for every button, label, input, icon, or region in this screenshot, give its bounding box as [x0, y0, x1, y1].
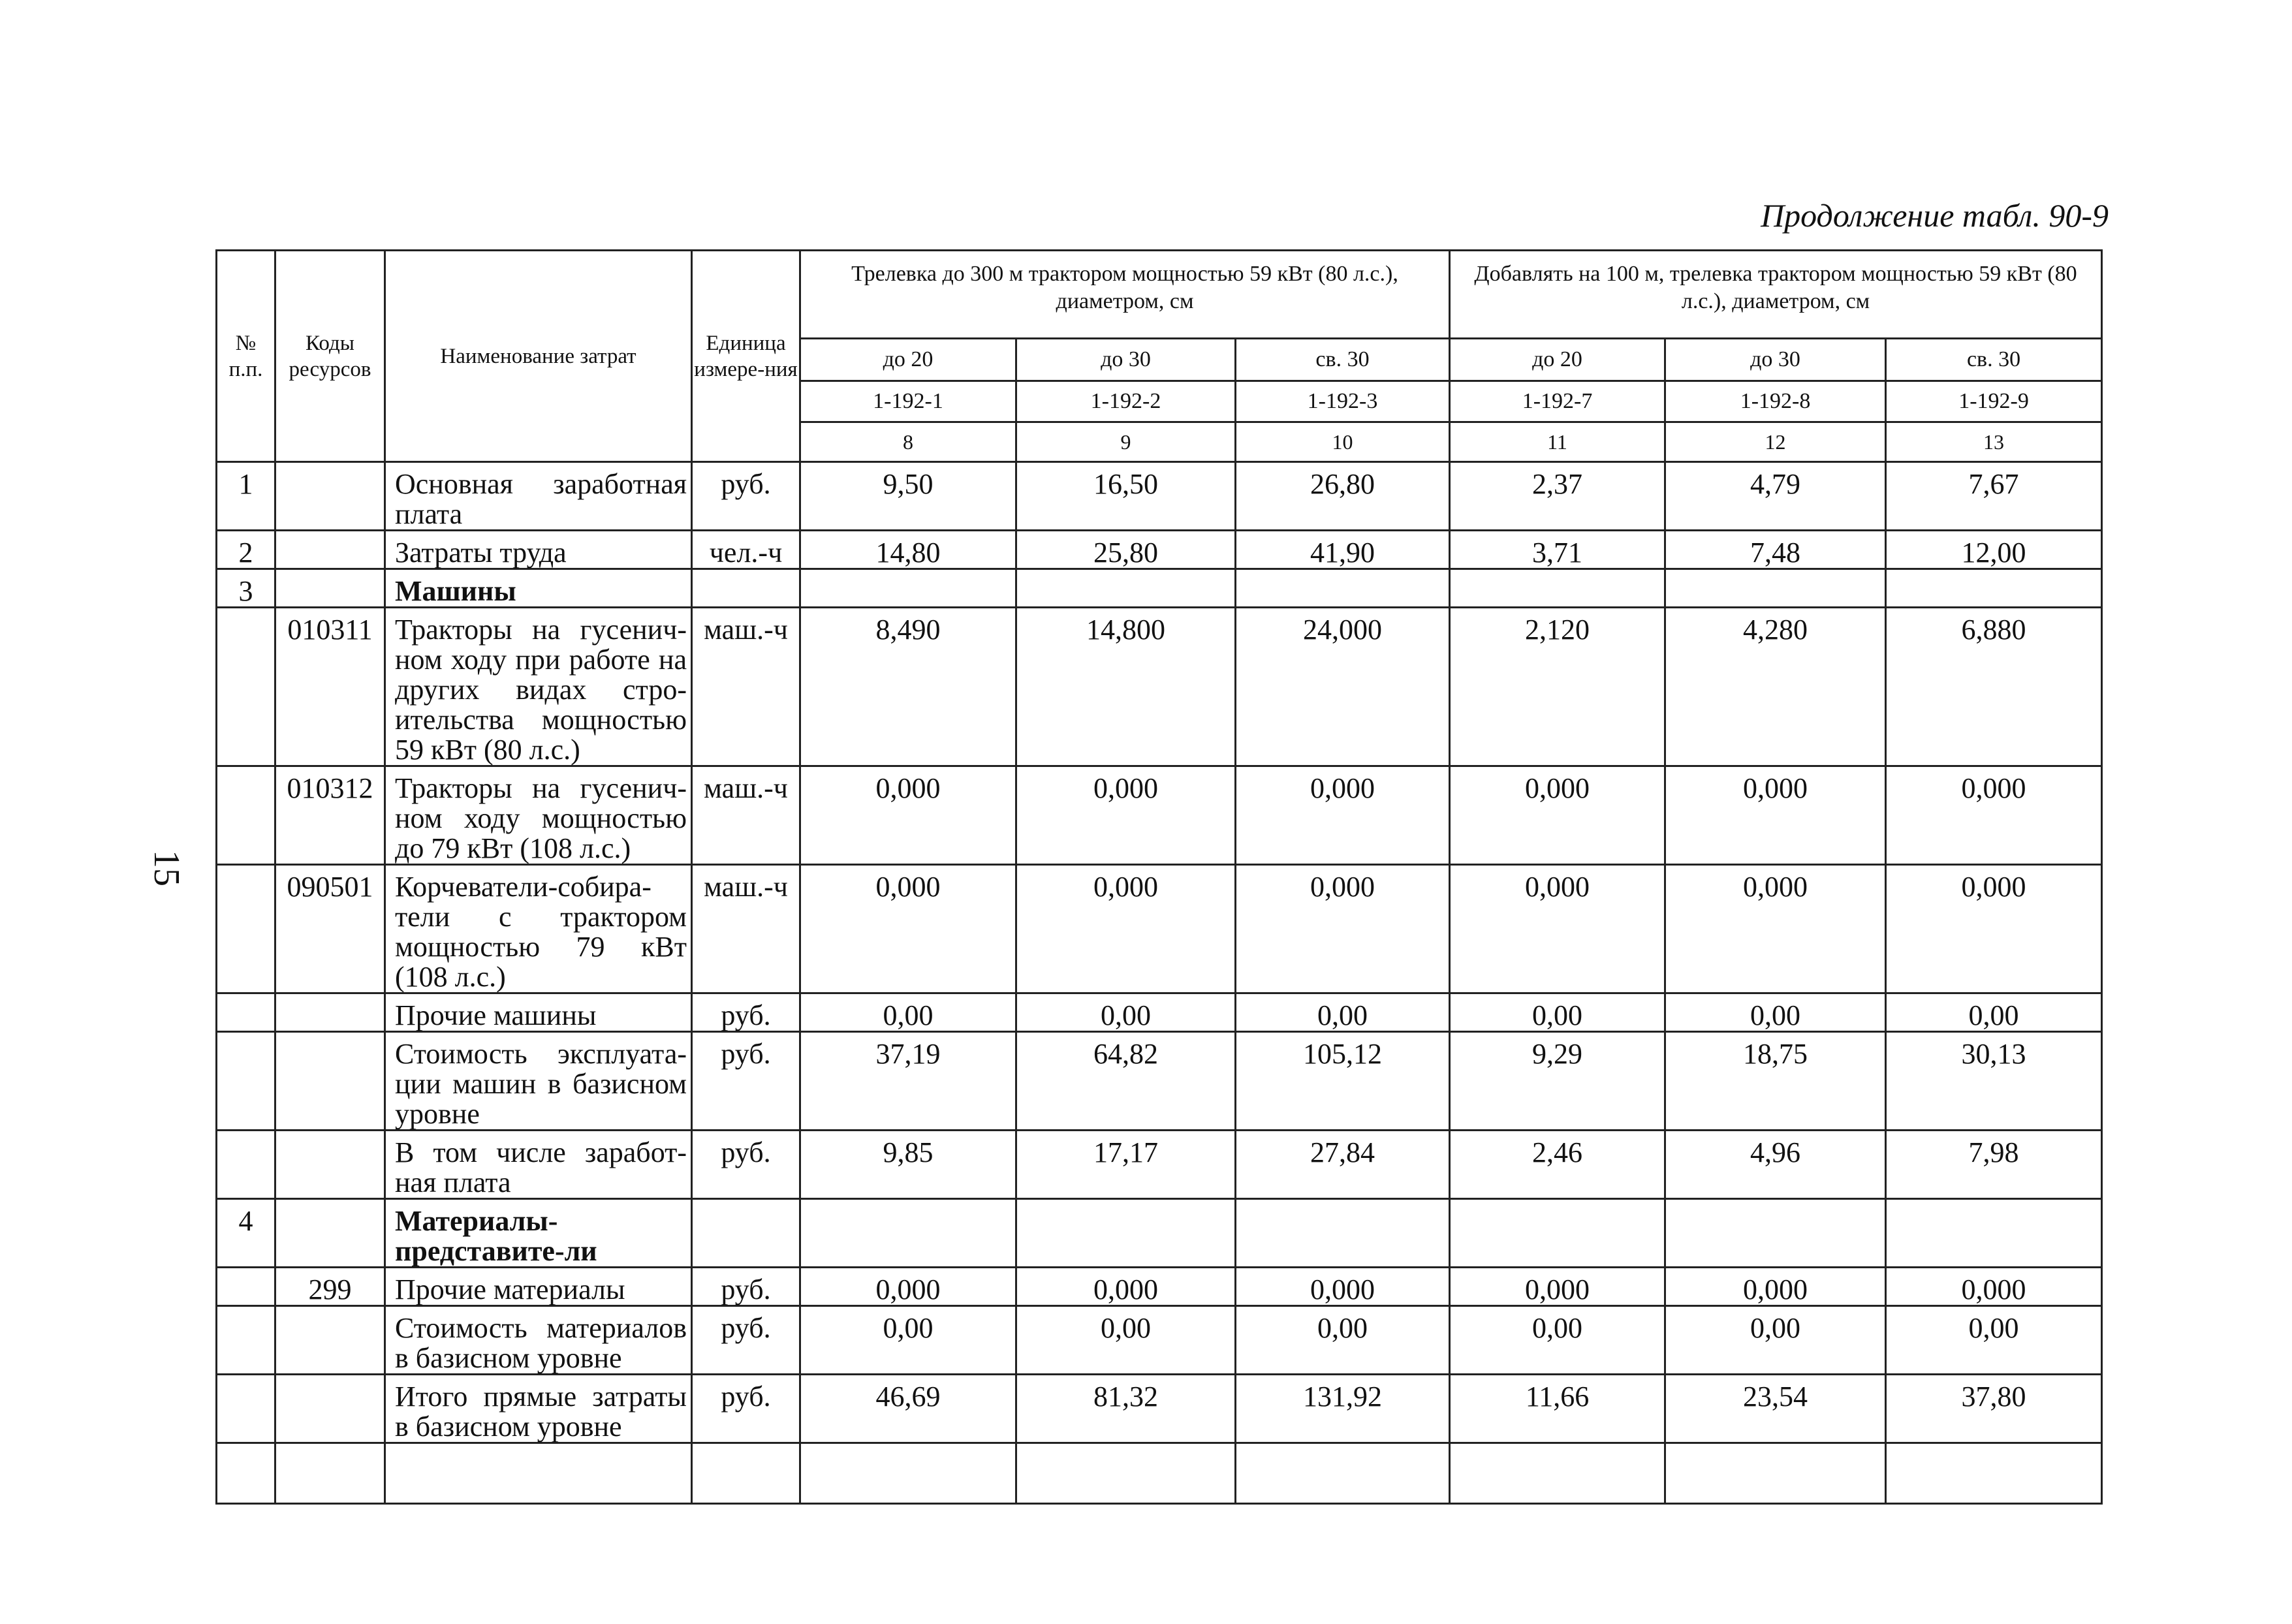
- value-cell: 9,50: [800, 462, 1016, 531]
- empty-cell: [275, 1443, 385, 1504]
- resource-code: [275, 1131, 385, 1199]
- value-cell: 0,000: [1665, 766, 1886, 865]
- header-rate-code: 1-192-3: [1236, 381, 1450, 422]
- value-cell: 0,000: [1886, 1268, 2102, 1306]
- value-cell: 4,280: [1665, 608, 1886, 766]
- table-bottom-spacer: [217, 1443, 2102, 1504]
- header-rate-code: 1-192-2: [1016, 381, 1236, 422]
- value-cell: 4,96: [1665, 1131, 1886, 1199]
- value-cell: [1886, 569, 2102, 608]
- table-row: [217, 993, 2102, 1032]
- row-number: [217, 608, 275, 766]
- unit: чел.-ч: [692, 531, 800, 569]
- header-sub: до 20: [1450, 339, 1665, 381]
- resource-code: [275, 1375, 385, 1443]
- cost-name: Основная заработная плата: [385, 462, 692, 531]
- row-number: 4: [217, 1199, 275, 1268]
- value-cell: 37,80: [1886, 1375, 2102, 1443]
- row-number: [217, 1131, 275, 1199]
- value-cell: 27,84: [1236, 1131, 1450, 1199]
- value-cell: 24,000: [1236, 608, 1450, 766]
- empty-cell: [692, 1443, 800, 1504]
- row-number: [217, 1032, 275, 1131]
- value-cell: 18,75: [1665, 1032, 1886, 1131]
- value-cell: 16,50: [1016, 462, 1236, 531]
- row-number: 3: [217, 569, 275, 608]
- value-cell: 6,880: [1886, 608, 2102, 766]
- cost-name: Тракторы на гусенич-ном ходу при работе на других видах стро-ительства мощностью 59 кВт (80 л.с.): [385, 608, 692, 766]
- value-cell: 14,800: [1016, 608, 1236, 766]
- resource-code: 010312: [275, 766, 385, 865]
- resource-code: [275, 1032, 385, 1131]
- header-sub: до 20: [800, 339, 1016, 381]
- value-cell: 0,000: [800, 766, 1016, 865]
- header-col-number: 11: [1450, 422, 1665, 462]
- table-row: [217, 1131, 2102, 1199]
- table-row: [217, 569, 2102, 608]
- cost-name: Итого прямые затраты в базисном уровне: [385, 1375, 692, 1443]
- unit: руб.: [692, 993, 800, 1032]
- row-number: 2: [217, 531, 275, 569]
- table-row: [217, 1306, 2102, 1375]
- value-cell: 30,13: [1886, 1032, 2102, 1131]
- empty-cell: [800, 1443, 1016, 1504]
- page-number: 15: [146, 850, 187, 886]
- table-row: [217, 1375, 2102, 1443]
- resource-code: 299: [275, 1268, 385, 1306]
- value-cell: 0,00: [1236, 1306, 1450, 1375]
- value-cell: 25,80: [1016, 531, 1236, 569]
- value-cell: 0,00: [800, 1306, 1016, 1375]
- value-cell: 37,19: [800, 1032, 1016, 1131]
- value-cell: 0,00: [1886, 1306, 2102, 1375]
- table-row: [217, 462, 2102, 531]
- empty-cell: [1236, 1443, 1450, 1504]
- header-sub: до 30: [1016, 339, 1236, 381]
- resource-code: [275, 569, 385, 608]
- header-rate-code: 1-192-1: [800, 381, 1016, 422]
- cost-table: [215, 249, 2103, 1505]
- value-cell: 8,490: [800, 608, 1016, 766]
- value-cell: 9,29: [1450, 1032, 1665, 1131]
- cost-name: Прочие материалы: [385, 1268, 692, 1306]
- header-name: Наименование затрат: [385, 251, 692, 462]
- value-cell: [1016, 569, 1236, 608]
- row-number: [217, 1268, 275, 1306]
- header-rate-code: 1-192-9: [1886, 381, 2102, 422]
- value-cell: 0,000: [1450, 865, 1665, 993]
- value-cell: 0,000: [1236, 865, 1450, 993]
- value-cell: 0,000: [1886, 865, 2102, 993]
- value-cell: [1236, 569, 1450, 608]
- value-cell: 0,000: [1016, 865, 1236, 993]
- cost-name: Стоимость эксплуата-ции машин в базисном уровне: [385, 1032, 692, 1131]
- value-cell: 17,17: [1016, 1131, 1236, 1199]
- header-sub: св. 30: [1236, 339, 1450, 381]
- unit: [692, 1199, 800, 1268]
- value-cell: 0,000: [1016, 1268, 1236, 1306]
- value-cell: 7,48: [1665, 531, 1886, 569]
- header-rate-code: 1-192-8: [1665, 381, 1886, 422]
- table-body: [217, 462, 2102, 1504]
- table-row: [217, 865, 2102, 993]
- section-heading: Материалы-представите-ли: [385, 1199, 692, 1268]
- value-cell: 0,000: [1016, 766, 1236, 865]
- value-cell: 0,00: [1016, 993, 1236, 1032]
- empty-cell: [1886, 1443, 2102, 1504]
- value-cell: [1450, 1199, 1665, 1268]
- unit: маш.-ч: [692, 865, 800, 993]
- value-cell: 46,69: [800, 1375, 1016, 1443]
- value-cell: 0,000: [1665, 865, 1886, 993]
- header-num: № п.п.: [217, 251, 275, 462]
- value-cell: 3,71: [1450, 531, 1665, 569]
- cost-name: Затраты труда: [385, 531, 692, 569]
- value-cell: [1886, 1199, 2102, 1268]
- value-cell: 41,90: [1236, 531, 1450, 569]
- unit: руб.: [692, 1131, 800, 1199]
- section-heading: Машины: [385, 569, 692, 608]
- header-col-number: 9: [1016, 422, 1236, 462]
- value-cell: 14,80: [800, 531, 1016, 569]
- unit: маш.-ч: [692, 766, 800, 865]
- value-cell: 7,67: [1886, 462, 2102, 531]
- value-cell: 9,85: [800, 1131, 1016, 1199]
- value-cell: 0,00: [1886, 993, 2102, 1032]
- header-col-number: 12: [1665, 422, 1886, 462]
- unit: руб.: [692, 1032, 800, 1131]
- empty-cell: [1016, 1443, 1236, 1504]
- value-cell: 26,80: [1236, 462, 1450, 531]
- header-code: Коды ресурсов: [275, 251, 385, 462]
- value-cell: 4,79: [1665, 462, 1886, 531]
- header-col-number: 8: [800, 422, 1016, 462]
- value-cell: 0,000: [1886, 766, 2102, 865]
- value-cell: 81,32: [1016, 1375, 1236, 1443]
- row-number: [217, 865, 275, 993]
- value-cell: 2,37: [1450, 462, 1665, 531]
- value-cell: 0,000: [1665, 1268, 1886, 1306]
- cost-name: В том числе заработ-ная плата: [385, 1131, 692, 1199]
- value-cell: 0,00: [800, 993, 1016, 1032]
- value-cell: 2,46: [1450, 1131, 1665, 1199]
- resource-code: 010311: [275, 608, 385, 766]
- row-number: 1: [217, 462, 275, 531]
- row-number: [217, 1375, 275, 1443]
- resource-code: [275, 531, 385, 569]
- value-cell: 64,82: [1016, 1032, 1236, 1131]
- header-unit: Единица измере-ния: [692, 251, 800, 462]
- value-cell: 0,000: [1450, 766, 1665, 865]
- table-caption: Продолжение табл. 90-9: [1761, 197, 2109, 234]
- value-cell: 0,000: [1450, 1268, 1665, 1306]
- resource-code: [275, 1306, 385, 1375]
- value-cell: 23,54: [1665, 1375, 1886, 1443]
- value-cell: 0,000: [800, 1268, 1016, 1306]
- cost-name: Корчеватели-собира-тели с трактором мощностью 79 кВт (108 л.с.): [385, 865, 692, 993]
- value-cell: 0,00: [1016, 1306, 1236, 1375]
- value-cell: 105,12: [1236, 1032, 1450, 1131]
- table-row: [217, 608, 2102, 766]
- value-cell: 12,00: [1886, 531, 2102, 569]
- header-group-add-100m: Добавлять на 100 м, трелевка трактором мощностью 59 кВт (80 л.с.), диаметром, см: [1450, 251, 2102, 339]
- value-cell: 0,000: [1236, 766, 1450, 865]
- table-row: [217, 1268, 2102, 1306]
- empty-cell: [1665, 1443, 1886, 1504]
- value-cell: 0,00: [1450, 1306, 1665, 1375]
- value-cell: 2,120: [1450, 608, 1665, 766]
- value-cell: 11,66: [1450, 1375, 1665, 1443]
- resource-code: [275, 1199, 385, 1268]
- value-cell: 131,92: [1236, 1375, 1450, 1443]
- header-group-skidding: Трелевка до 300 м трактором мощностью 59 кВт (80 л.с.), диаметром, см: [800, 251, 1450, 339]
- row-number: [217, 993, 275, 1032]
- unit: маш.-ч: [692, 608, 800, 766]
- cost-name: Тракторы на гусенич-ном ходу мощностью до 79 кВт (108 л.с.): [385, 766, 692, 865]
- resource-code: [275, 462, 385, 531]
- header-col-number: 13: [1886, 422, 2102, 462]
- row-number: [217, 1306, 275, 1375]
- row-number: [217, 766, 275, 865]
- header-rate-code: 1-192-7: [1450, 381, 1665, 422]
- header-col-number: 10: [1236, 422, 1450, 462]
- empty-cell: [1450, 1443, 1665, 1504]
- empty-cell: [217, 1443, 275, 1504]
- value-cell: [800, 569, 1016, 608]
- value-cell: 0,00: [1665, 993, 1886, 1032]
- value-cell: 0,00: [1450, 993, 1665, 1032]
- cost-name: Стоимость материалов в базисном уровне: [385, 1306, 692, 1375]
- empty-cell: [385, 1443, 692, 1504]
- value-cell: 0,00: [1236, 993, 1450, 1032]
- table-row: [217, 531, 2102, 569]
- unit: [692, 569, 800, 608]
- table-row: [217, 1032, 2102, 1131]
- value-cell: 0,000: [1236, 1268, 1450, 1306]
- value-cell: 7,98: [1886, 1131, 2102, 1199]
- resource-code: [275, 993, 385, 1032]
- header-sub: св. 30: [1886, 339, 2102, 381]
- unit: руб.: [692, 462, 800, 531]
- value-cell: [1665, 1199, 1886, 1268]
- value-cell: [1450, 569, 1665, 608]
- value-cell: [1236, 1199, 1450, 1268]
- header-sub: до 30: [1665, 339, 1886, 381]
- unit: руб.: [692, 1306, 800, 1375]
- table-row: [217, 766, 2102, 865]
- unit: руб.: [692, 1268, 800, 1306]
- cost-name: Прочие машины: [385, 993, 692, 1032]
- value-cell: [1016, 1199, 1236, 1268]
- unit: руб.: [692, 1375, 800, 1443]
- table-row: [217, 1199, 2102, 1268]
- resource-code: 090501: [275, 865, 385, 993]
- value-cell: 0,000: [800, 865, 1016, 993]
- value-cell: [1665, 569, 1886, 608]
- value-cell: [800, 1199, 1016, 1268]
- value-cell: 0,00: [1665, 1306, 1886, 1375]
